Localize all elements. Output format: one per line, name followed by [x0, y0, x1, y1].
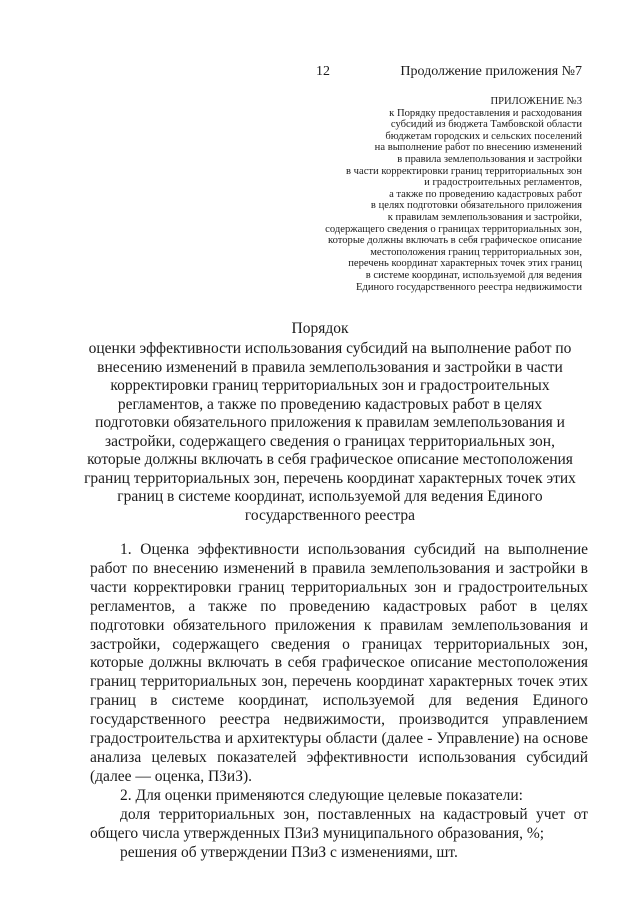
appendix-line: а также по проведению кадастровых работ	[389, 188, 582, 200]
subtitle-line: которые должны включать в себя графическое описание местоположения	[87, 451, 573, 468]
body-line: государственного реестра недвижимости, производится управлением	[90, 711, 588, 729]
appendix-line: Единого государственного реестра недвижимости	[355, 281, 582, 293]
document-body	[90, 541, 588, 862]
body-line: работ по внесению изменений в правила землепользования и застройки в	[90, 559, 588, 577]
body-line: решения об утверждении ПЗиЗ с изменениями, шт.	[120, 843, 458, 861]
body-line: части корректировки границ территориальных зон и градостроительных	[90, 578, 588, 596]
appendix-line: в целях подготовки обязательного приложения	[370, 200, 582, 212]
appendix-line: к правилам землепользования и застройки,	[387, 211, 582, 223]
body-line: которые должны включать в себя графическое описание местоположения	[90, 654, 588, 672]
subtitle-line: государственного реестра	[244, 506, 416, 524]
appendix-line: на выполнение работ по внесению изменений	[374, 142, 582, 154]
appendix-line: в правила землепользования и застройки	[397, 153, 582, 165]
body-line: регламентов, а также по проведению кадастровых работ в целях	[90, 597, 588, 615]
subtitle-line: регламентов, а также по проведению кадастровых работ в целях	[117, 395, 543, 413]
appendix-line: перечень координат характерных точек этих границ	[348, 258, 582, 270]
appendix-line: субсидий из бюджета Тамбовской области	[390, 119, 582, 131]
document-subtitle	[60, 340, 600, 525]
body-line: подготовки обязательного приложения к правилам землепользования и	[90, 616, 588, 634]
appendix-line: в части корректировки границ территориальных зон	[346, 165, 582, 177]
body-line: 2. Для оценки применяются следующие целевые показатели:	[120, 786, 523, 804]
subtitle-line: подготовки обязательного приложения к правилам землепользования и	[95, 414, 565, 431]
appendix-line: содержащего сведения о границах территориальных зон,	[325, 223, 582, 235]
body-line: анализа целевых показателей эффективности использования субсидий	[90, 748, 588, 766]
appendix-line: которые должны включать в себя графическое описание	[327, 235, 582, 247]
continuation-label: Продолжение приложения №7	[400, 64, 582, 79]
subtitle-line: оценки эффективности использования субсидий на выполнение работ по	[88, 340, 572, 357]
subtitle-line: границ в системе координат, используемой для ведения Единого	[117, 488, 543, 505]
appendix-line: в системе координат, используемой для ведения	[365, 269, 582, 281]
body-line: градостроительства и архитектуры области (далее - Управление) на основе	[90, 730, 588, 748]
subtitle-line: застройки, содержащего сведения о границах территориальных зон,	[105, 432, 555, 450]
body-line: доля территориальных зон, поставленных на кадастровый учет от	[120, 805, 588, 823]
appendix-line: ПРИЛОЖЕНИЕ №3	[490, 96, 582, 107]
appendix-line: местоположения границ территориальных зон,	[370, 246, 582, 258]
appendix-line: бюджетам городских и сельских поселений	[385, 130, 582, 142]
document-title: Порядок	[291, 320, 349, 337]
body-line: границ в системе координат, используемой для ведения Единого	[90, 692, 588, 710]
body-line: 1. Оценка эффективности использования субсидий на выполнение	[120, 541, 588, 558]
appendix-line: к Порядку предоставления и расходования	[389, 107, 582, 119]
body-line: застройки, содержащего сведения о границах территориальных зон,	[90, 635, 588, 653]
appendix-header-block	[282, 96, 582, 293]
body-line: общего числа утвержденных ПЗиЗ муниципального образования, %;	[90, 824, 545, 842]
body-line: границ территориальных зон, перечень координат характерных точек этих	[90, 673, 588, 691]
subtitle-line: внесению изменений в правила землепользования и застройки в части	[97, 358, 563, 376]
subtitle-line: корректировки границ территориальных зон и градостроительных	[110, 377, 550, 394]
appendix-line: и градостроительных регламентов,	[424, 177, 582, 189]
body-line: (далее — оценка, ПЗиЗ).	[90, 767, 253, 785]
page-number: 12	[316, 64, 330, 79]
subtitle-line: границ территориальных зон, перечень координат характерных точек этих	[84, 469, 576, 487]
